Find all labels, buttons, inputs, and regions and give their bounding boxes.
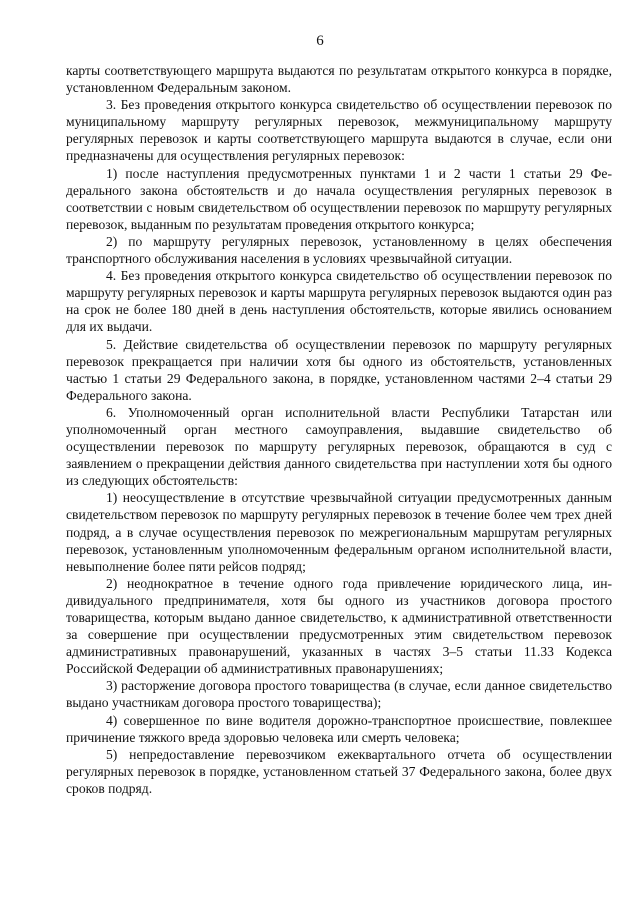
paragraph-item-6: 6. Уполномоченный орган исполнительной власти Республики Татарстан или уполномоченный орган местного самоуправления, выдавшие свидетельство об осуществлении перевозок по маршруту регулярных перевозок, обращаются в суд с заявлением о прекращении действия данного свидетельства при наступлении хотя бы одного из следующих обстоятельств: bbox=[66, 404, 612, 489]
document-body bbox=[66, 62, 612, 797]
paragraph-subitem-6-2: 2) неоднократное в течение одного года привлечение юридического лица, индивидуального предпринимателя, хотя бы одного из участников договора простого товарищества, которым выдано данное свидетельство, к административной ответственности за совершение при осуществлении предусмотренных этим свидетельством перевозок административных правонарушений, указанных в частях 3–5 статьи 11.33 Кодекса Российской Федерации об административных правонарушениях; bbox=[66, 575, 612, 677]
paragraph-subitem-6-5: 5) непредоставление перевозчиком ежеквартального отчета об осуществлении регулярных перевозок в порядке, установленном статьей 37 Федерального закона, более двух сроков подряд. bbox=[66, 746, 612, 796]
paragraph-subitem-3-1: 1) после наступления предусмотренных пунктами 1 и 2 части 1 статьи 29 Федерального закона обстоятельств и до начала осуществления регулярных перевозок в соответствии с новым свидетельством об осуществлении перевозок по маршруту регулярных перевозок, выданным по результатам проведения открытого конкурса; bbox=[66, 165, 612, 232]
paragraph-continuation: карты соответствующего маршрута выдаются по результатам открытого конкурса в порядке, установленном Федеральным законом. bbox=[66, 63, 612, 96]
paragraph-item-5: 5. Действие свидетельства об осуществлении перевозок по маршруту регулярных перевозок прекращается при наличии хотя бы одного из обстоятельств, установленных частью 1 статьи 29 Федерального закона, в порядке, установленном частями 2–4 статьи 29 Федерального закона. bbox=[66, 336, 612, 403]
paragraph-subitem-6-1: 1) неосуществление в отсутствие чрезвычайной ситуации предусмотренных данным свидетельством перевозок по маршруту регулярных перевозок в течение более чем трех дней подряд, а в случае осуществления перевозок по межрегиональным маршрутам регулярных перевозок, установленным уполномоченным федеральным органом исполнительной власти, невыполнение более пяти рейсов подряд; bbox=[66, 490, 612, 574]
paragraph-subitem-6-3: 3) расторжение договора простого товарищества (в случае, если данное свидетельство выдано участникам договора простого товарищества); bbox=[66, 678, 612, 711]
paragraph-subitem-6-4: 4) совершенное по вине водителя дорожно-транспортное происшествие, повлекшее причинение тяжкого вреда здоровью человека или смерть человека; bbox=[66, 712, 612, 745]
paragraph-subitem-3-2: 2) по маршруту регулярных перевозок, установленному в целях обеспечения транспортного обслуживания населения в условиях чрезвычайной ситуации. bbox=[66, 233, 612, 267]
paragraph-item-4: 4. Без проведения открытого конкурса свидетельство об осуществлении перевозок по маршруту регулярных перевозок и карты маршрута регулярных перевозок выдаются один раз на срок не более 180 дней в день наступления обстоятельств, которые явились основанием для их выдачи. bbox=[66, 268, 612, 335]
page-number: 6 bbox=[316, 33, 324, 49]
paragraph-item-3: 3. Без проведения открытого конкурса свидетельство об осуществлении перевозок по муниципальному маршруту регулярных перевозок, межмуниципальному маршруту регулярных перевозок и карты соответствующего маршрута выдаются в случае, если они предназначены для осуществления регулярных перевозок: bbox=[66, 97, 612, 164]
